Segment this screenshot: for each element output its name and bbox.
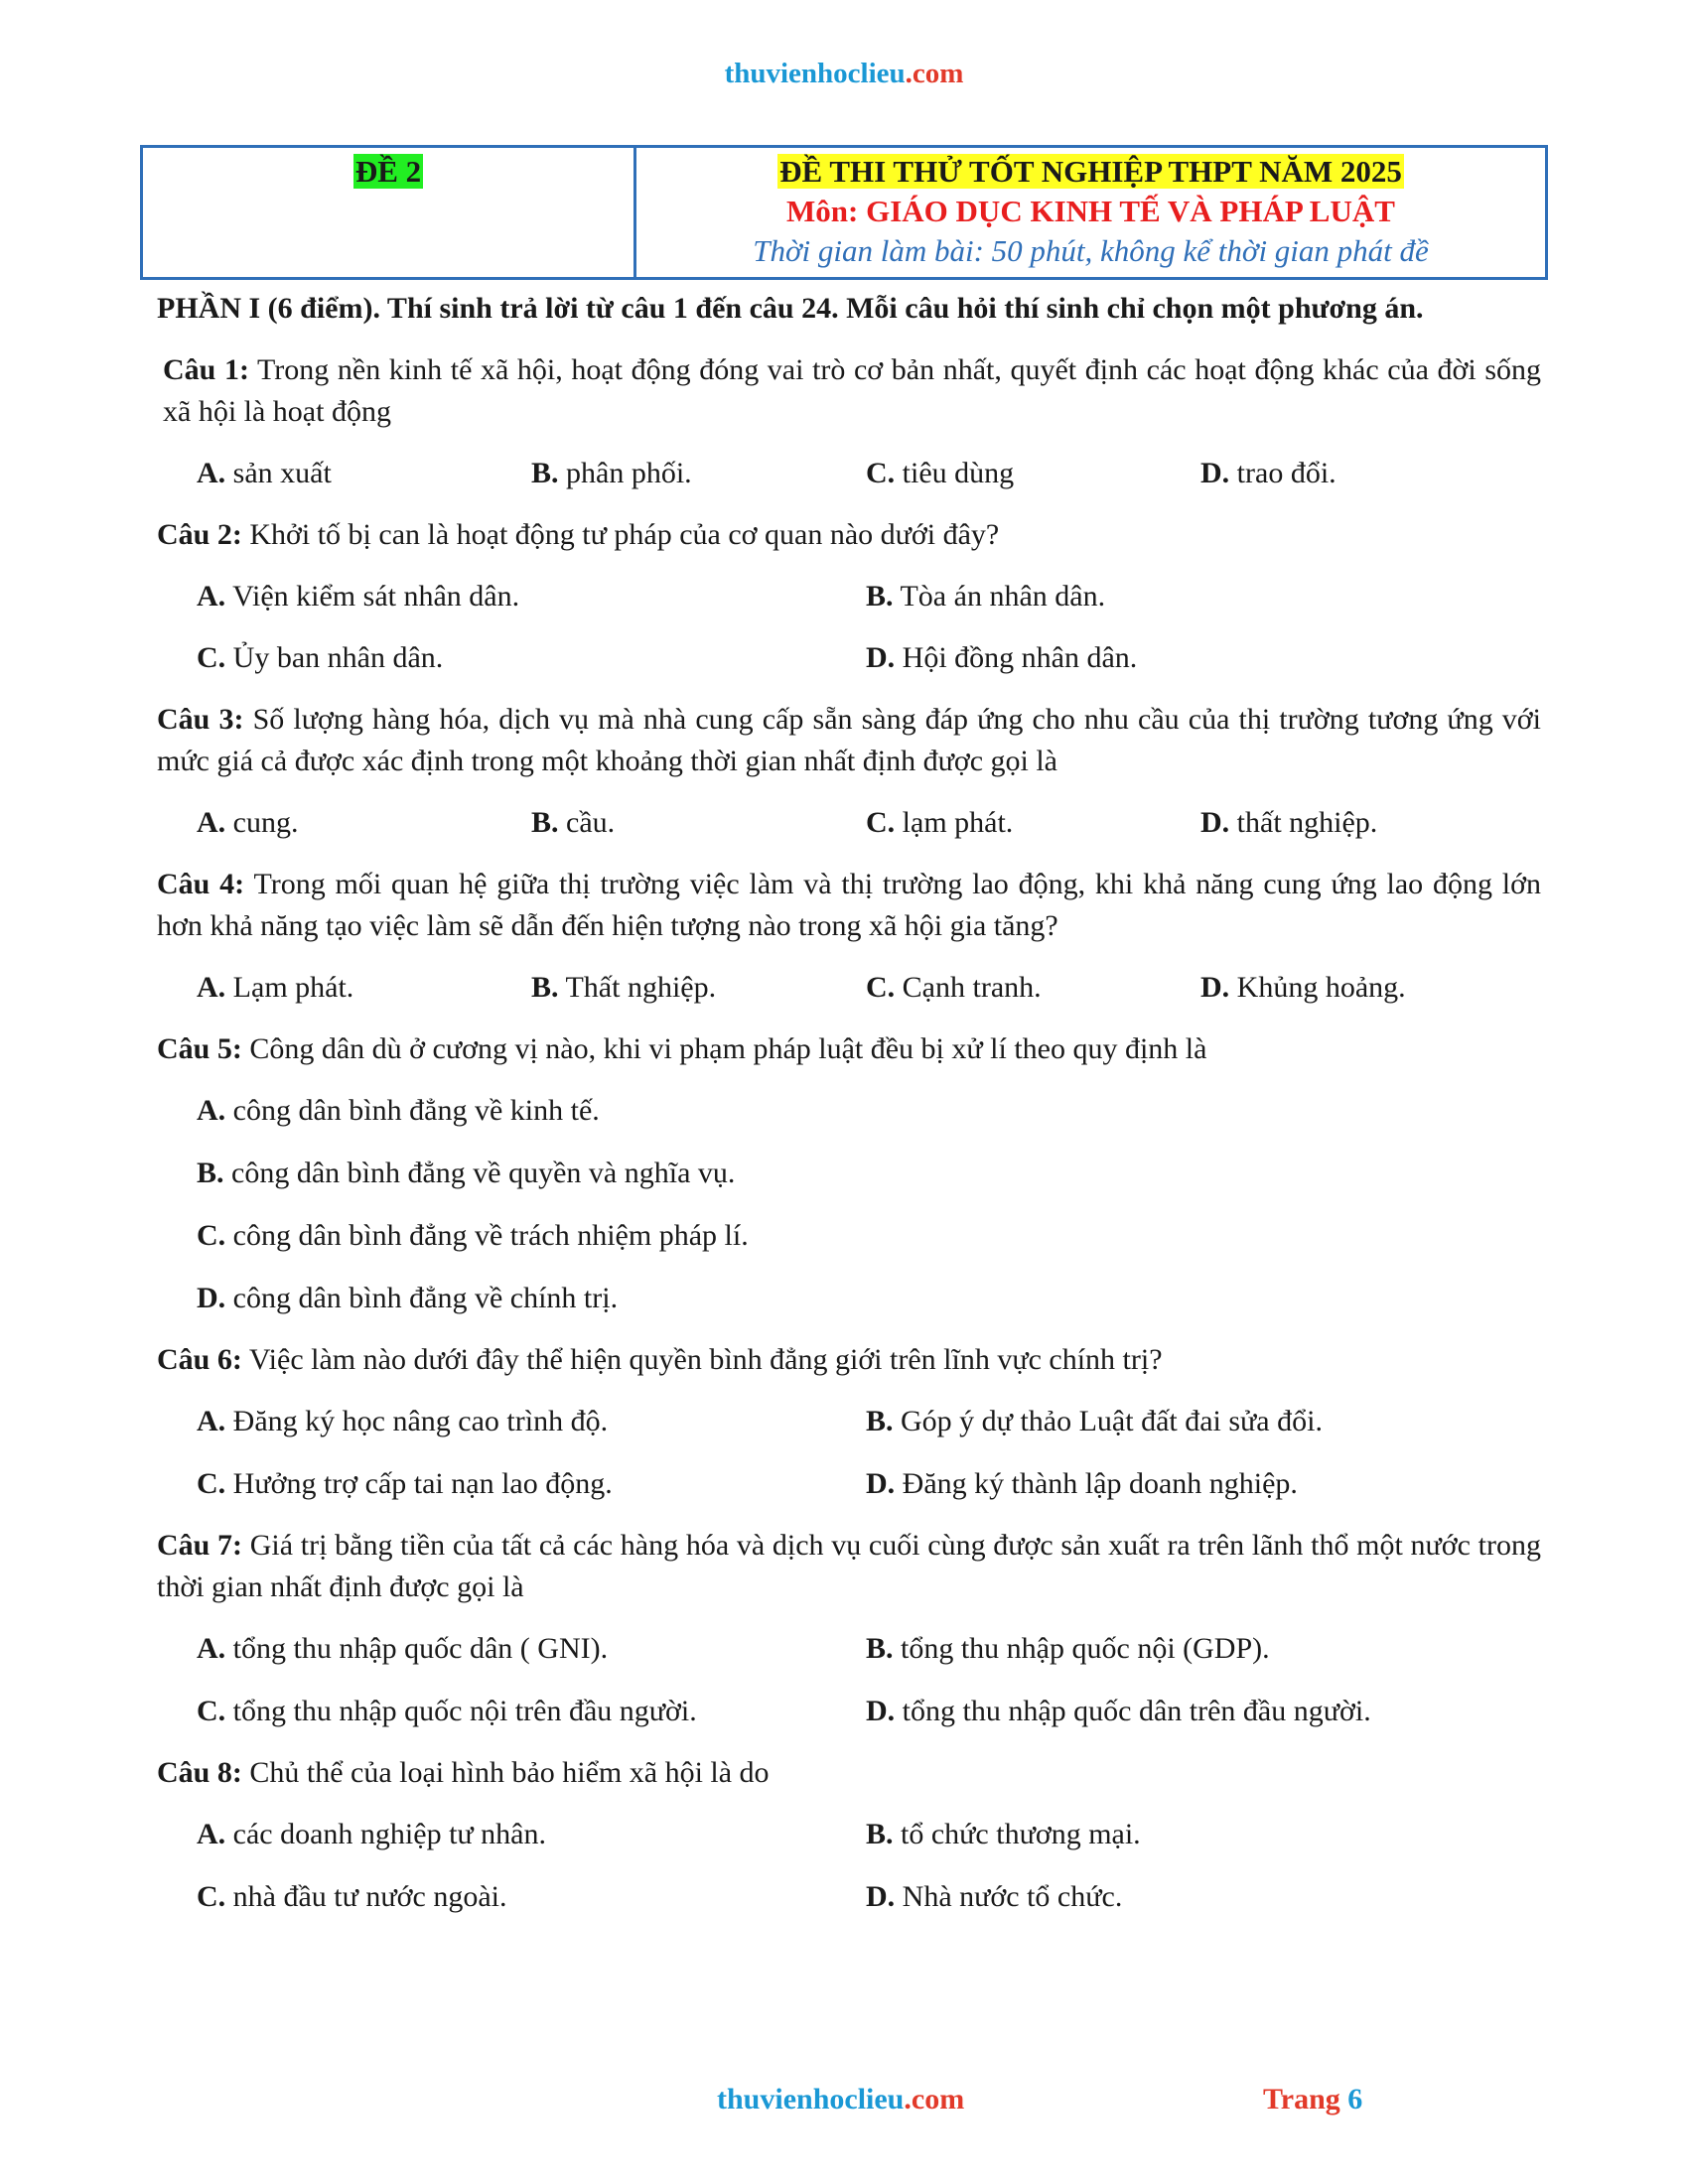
option-c: C. nhà đầu tư nước ngoài. <box>197 1880 507 1913</box>
exam-header-table <box>140 145 1548 280</box>
option-a: A. sản xuất <box>197 457 332 489</box>
exam-subject: Môn: GIÁO DỤC KINH TẾ VÀ PHÁP LUẬT <box>786 194 1395 228</box>
question-label: Câu 6: <box>157 1343 242 1376</box>
option-d: D. Đăng ký thành lập doanh nghiệp. <box>866 1467 1298 1500</box>
exam-code-cell <box>143 148 636 277</box>
answer-options <box>157 1628 1541 1732</box>
answer-options <box>157 802 1541 844</box>
answer-options <box>157 1090 1541 1319</box>
option-c: C. Ủy ban nhân dân. <box>197 641 444 674</box>
answer-options <box>157 967 1541 1009</box>
question-text: Trong mối quan hệ giữa thị trường việc làm và thị trường lao động, khi khả năng cung ứng lao động lớn hơn khả năng tạo việc làm sẽ dẫn đến hiện tượng nào trong xã hội gia tăng? <box>157 868 1541 942</box>
option-a: A. Đăng ký học nâng cao trình độ. <box>197 1405 609 1437</box>
option-a: A. Viện kiểm sát nhân dân. <box>197 580 520 613</box>
option-b: B. Thất nghiệp. <box>531 971 717 1004</box>
site-tld: .com <box>905 58 964 89</box>
option-a: A. tổng thu nhập quốc dân ( GNI). <box>197 1632 609 1665</box>
question-label: Câu 1: <box>163 353 249 386</box>
question-label: Câu 4: <box>157 868 245 900</box>
question <box>157 1339 1541 1381</box>
question-text: Khởi tố bị can là hoạt động tư pháp của cơ quan nào dưới đây? <box>249 518 1000 551</box>
answer-options <box>157 1814 1541 1918</box>
site-name: thuvienhoclieu <box>724 58 906 89</box>
option-b: B. phân phối. <box>531 457 692 489</box>
option-c: C. tổng thu nhập quốc nội trên đầu người. <box>197 1695 697 1727</box>
question-label: Câu 2: <box>157 518 242 551</box>
option-d: D. công dân bình đẳng về chính trị. <box>197 1282 619 1314</box>
option-a: A. Lạm phát. <box>197 971 354 1004</box>
question-label: Câu 3: <box>157 703 244 736</box>
question <box>157 1525 1541 1608</box>
answer-options <box>157 576 1541 679</box>
footer-site-name: thuvienhoclieu <box>717 2083 905 2116</box>
option-a: A. công dân bình đẳng về kinh tế. <box>197 1094 600 1127</box>
option-d: D. Khủng hoảng. <box>1200 971 1406 1004</box>
option-b: B. Góp ý dự thảo Luật đất đai sửa đổi. <box>866 1405 1323 1437</box>
question <box>157 864 1541 947</box>
exam-content <box>157 288 1541 1918</box>
footer-site-tld: .com <box>904 2083 965 2116</box>
option-b: B. Tòa án nhân dân. <box>866 580 1106 613</box>
question <box>157 1028 1541 1070</box>
option-c: C. Hưởng trợ cấp tai nạn lao động. <box>197 1467 613 1500</box>
question-text: Giá trị bằng tiền của tất cả các hàng hóa và dịch vụ cuối cùng được sản xuất ra trên lãnh thổ một nước trong thời gian nhất định được gọi là <box>157 1529 1542 1603</box>
answer-options <box>157 1401 1541 1505</box>
option-b: B. tổ chức thương mại. <box>866 1818 1141 1850</box>
question <box>157 1752 1541 1794</box>
footer-site <box>717 2083 964 2116</box>
site-header <box>0 58 1688 90</box>
question-text: Chủ thể của loại hình bảo hiểm xã hội là do <box>249 1756 770 1789</box>
option-d: D. trao đổi. <box>1200 457 1336 489</box>
question-label: Câu 5: <box>157 1032 242 1065</box>
page-number <box>1263 2083 1362 2116</box>
option-c: C. Cạnh tranh. <box>866 971 1042 1004</box>
option-a: A. cung. <box>197 806 299 839</box>
option-b: B. tổng thu nhập quốc nội (GDP). <box>866 1632 1270 1665</box>
part-title: PHẦN I (6 điểm). Thí sinh trả lời từ câu 1 đến câu 24. Mỗi câu hỏi thí sinh chỉ chọn một phương án. <box>157 292 1424 325</box>
question <box>157 349 1541 433</box>
option-d: D. tổng thu nhập quốc dân trên đầu người. <box>866 1695 1371 1727</box>
exam-title-cell <box>636 148 1545 277</box>
question <box>157 699 1541 782</box>
option-c: C. tiêu dùng <box>866 457 1015 489</box>
question-text: Số lượng hàng hóa, dịch vụ mà nhà cung cấp sẵn sàng đáp ứng cho nhu cầu của thị trường tương ứng với mức giá cả được xác định trong một khoảng thời gian nhất định được gọi là <box>157 703 1542 777</box>
question-label: Câu 8: <box>157 1756 242 1789</box>
exam-time: Thời gian làm bài: 50 phút, không kể thời gian phát đề <box>753 233 1429 268</box>
question-text: Trong nền kinh tế xã hội, hoạt động đóng vai trò cơ bản nhất, quyết định các hoạt động khác của đời sống xã hội là hoạt động <box>163 353 1541 428</box>
question-text: Công dân dù ở cương vị nào, khi vi phạm pháp luật đều bị xử lí theo quy định là <box>249 1032 1207 1065</box>
page-label: Trang <box>1263 2083 1340 2116</box>
exam-title: ĐỀ THI THỬ TỐT NGHIỆP THPT NĂM 2025 <box>779 154 1402 189</box>
option-b: B. công dân bình đẳng về quyền và nghĩa vụ. <box>197 1157 736 1189</box>
option-d: D. Hội đồng nhân dân. <box>866 641 1138 674</box>
question-text: Việc làm nào dưới đây thể hiện quyền bình đẳng giới trên lĩnh vực chính trị? <box>248 1343 1163 1376</box>
option-d: D. thất nghiệp. <box>1200 806 1378 839</box>
option-c: C. công dân bình đẳng về trách nhiệm pháp lí. <box>197 1219 749 1252</box>
question <box>157 514 1541 556</box>
option-a: A. các doanh nghiệp tư nhân. <box>197 1818 546 1850</box>
exam-code: ĐỀ 2 <box>354 154 422 189</box>
option-d: D. Nhà nước tổ chức. <box>866 1880 1123 1913</box>
option-c: C. lạm phát. <box>866 806 1014 839</box>
option-b: B. cầu. <box>531 806 616 839</box>
question-label: Câu 7: <box>157 1529 243 1562</box>
page-number-value: 6 <box>1347 2083 1363 2116</box>
answer-options <box>157 453 1541 494</box>
